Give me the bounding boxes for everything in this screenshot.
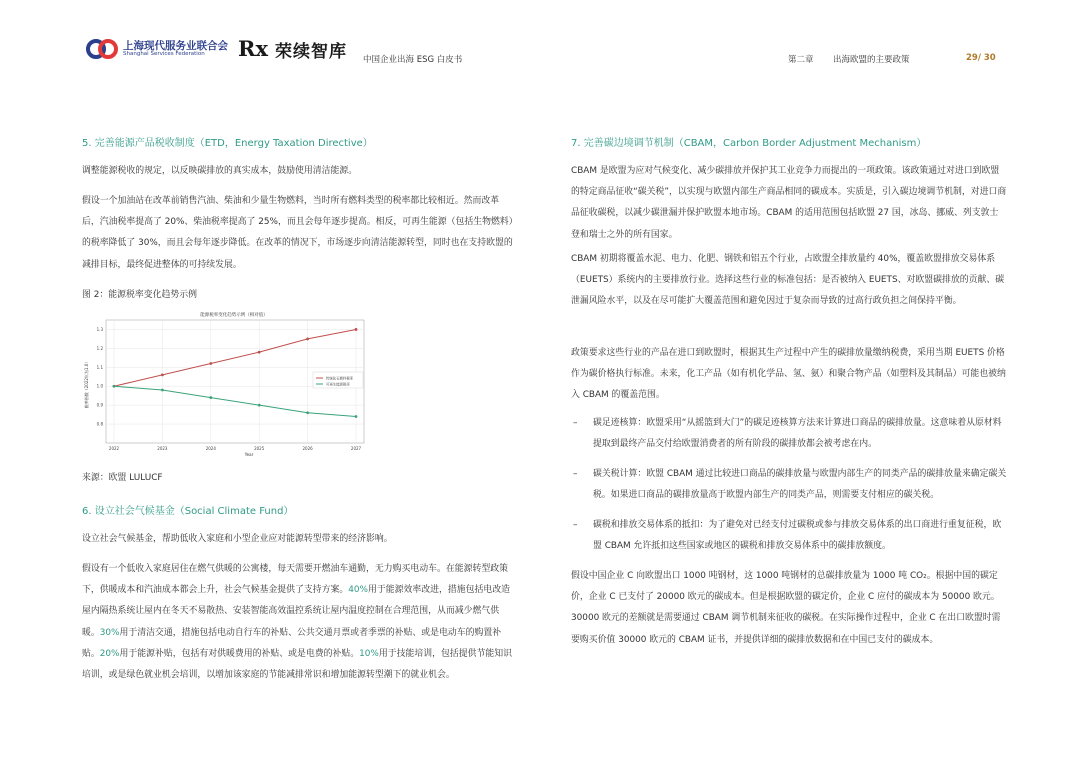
section-5-example: 假设一个加油站在改革前销售汽油、柴油和少量生物燃料，当时所有燃料类型的税率都比较相近。然而改革后，汽油税率提高了 20%、柴油税率提高了 25%，而且会每年逐步提高。相反，可再生能源（包括生物燃料）的税率降低了 30%，而且会每年逐步降低。在改革的情况下，市场逐步向清洁能源转型，同时也在支持欧盟的减排目标，最终促进整体的可持续发展。 [82, 196, 514, 270]
section-6-intro: 设立社会气候基金，帮助低收入家庭和小型企业应对能源转型带来的经济影响。 [82, 534, 393, 544]
bullet-text: 碳税和排放交易体系的抵扣：为了避免对已经支付过碳税或参与排放交易体系的出口商进行重复征税，欧盟 CBAM 允许抵扣这些国家或地区的碳税和排放交易体系中的碳排放额度。 [593, 520, 1002, 552]
chart-data-point [355, 415, 358, 418]
chart-x-tick-label: 2022 [108, 446, 120, 451]
chart-x-tick-label: 2027 [350, 446, 362, 451]
brand-name: 荣续智库 [275, 42, 347, 62]
federation-logo [86, 36, 226, 62]
section-7-heading: 7. 完善碳边境调节机制（CBAM，Carbon Border Adjustment Mechanism） [571, 138, 927, 149]
federation-name-en: Shanghai Services Federation [123, 51, 205, 57]
bullet-carbon-tariff [573, 464, 1009, 506]
chart-y-tick-label: 1.1 [96, 364, 103, 370]
bullet-text: 碳足迹核算：欧盟采用“从摇篮到大门”的碳足迹核算方法来计算进口商品的碳排放量。这意味着从原材料提取到最终产品交付给欧盟消费者的所有阶段的碳排放都会被考虑在内。 [593, 418, 1002, 450]
bullet-deduction [573, 515, 1009, 557]
example-text-e: 用于技能培训，包括提供节能知识培训，或是绿色就业机会培训，以增加该家庭的节能减排常识和增加能源转型潮下的就业机会。 [82, 648, 512, 681]
bullet-text: 碳关税计算：欧盟 CBAM 通过比较进口商品的碳排放量与欧盟内部生产的同类产品的碳排放量来确定碳关税。如果进口商品的碳排放量高于欧盟内部生产的同类产品，则需要支付相应的碳关税。 [593, 469, 1007, 501]
bullet-dash: – [573, 469, 578, 479]
federation-logo-icon [86, 36, 118, 62]
cbam-requirements: 政策要求这些行业的产品在进口到欧盟时，根据其生产过程中产生的碳排放量缴纳税费，采用当期 EUETS 价格作为碳价格执行标准。未来，化工产品（如有机化学品、氢、氨）和聚合物产品（如塑料及其制品）可能也被纳入 CBAM 的覆盖范围。 [571, 348, 1006, 401]
bullet-dash: – [573, 520, 578, 530]
chart-x-tick-label: 2024 [205, 446, 216, 451]
chart-data-point [209, 362, 212, 365]
chart-data-point [306, 338, 309, 341]
chart-x-tick-label: 2026 [302, 446, 313, 451]
chart-y-tick-label: 1.0 [96, 383, 103, 389]
figure-source: 来源：欧盟 LULUCF [82, 473, 163, 483]
section-5-intro: 调整能源税收的规定，以反映碳排放的真实成本，鼓励使用清洁能源。 [82, 166, 358, 176]
document-title: 中国企业出海 ESG 白皮书 [363, 55, 463, 65]
chart-data-point [161, 389, 164, 392]
chart-data-point [258, 404, 261, 407]
chart-data-point [258, 351, 261, 354]
chart-x-tick-label: 2025 [254, 446, 265, 451]
chart-y-label: 税率指数（2022年为1.0） [84, 359, 89, 409]
rongxu-logo [238, 36, 350, 62]
percent-energy-subsidy: 20% [99, 648, 120, 659]
example-text-c: 用于清洁交通，措施包括电动自行车的补贴、公共交通月票或者季票的补贴、或是电动车的购置补贴。 [82, 627, 502, 659]
chart-data-point [306, 411, 309, 414]
percent-skills-training: 10% [359, 648, 379, 659]
chart-y-tick-label: 1.2 [96, 345, 103, 351]
bullet-carbon-footprint [573, 413, 1009, 455]
example-text-a: 假设有一个低收入家庭居住在燃气供暖的公寓楼，每天需要开燃油车通勤，无力购买电动车。在能源转型政策下，供暖成本和汽油成本都会上升，社会气候基金提供了支持方案。 [82, 564, 508, 596]
cbam-scope: CBAM 初期将覆盖水泥、电力、化肥、钢铁和铝五个行业，占欧盟全排放量约 40%，覆盖欧盟排放交易体系（EUETS）系统内的主要排放行业。选择这些行业的标准包括：是否被纳入 EUETS、对欧盟碳排放的贡献、碳泄漏风险水平，以及在尽可能扩大覆盖范围和避免因过于复杂而导致的过高行政负担之间保持平衡。 [571, 254, 1005, 307]
rx-mark: Rx [238, 36, 268, 61]
chart-data-point [209, 396, 212, 399]
chart-x-label: Year [244, 452, 254, 457]
section-6-example [82, 559, 514, 686]
chart-y-tick-label: 1.3 [96, 326, 103, 332]
percent-clean-transport: 30% [99, 627, 120, 638]
chapter-label: 第二章 [788, 55, 814, 65]
chart-x-tick-label: 2023 [157, 446, 168, 451]
cbam-example: 假设中国企业 C 向欧盟出口 1000 吨钢材，这 1000 吨钢材的总碳排放量为 1000 吨 CO₂。根据中国的碳定价，企业 C 已支付了 20000 欧元的碳成本。但是根据欧盟的碳定价，企业 C 应付的碳成本为 50000 欧元。30000 欧元的差额就是需要通过 CBAM 调节机制来征收的碳税。在实际操作过程中，企业 C 在出口欧盟时需要购买价值 30000 欧元的 CBAM 证书，并提供详细的碳排放数据和在中国已支付的碳成本。 [571, 571, 1001, 645]
chart-title: 能源税率变化趋势示例（相对值） [200, 313, 268, 318]
page-number: 29/ 30 [966, 53, 996, 63]
chart-y-tick-label: 0.8 [96, 421, 103, 427]
chart-legend-label: 传统化石燃料税率 [326, 376, 354, 381]
example-text-d: 用于能源补贴，包括有对供暖费用的补贴、或是电费的补贴。 [119, 648, 360, 659]
chapter-title: 出海欧盟的主要政策 [833, 55, 910, 65]
bullet-dash: – [573, 418, 578, 428]
federation-name: 上海现代服务业联合会 [123, 40, 228, 52]
chart-y-tick-label: 0.9 [96, 402, 103, 408]
percent-energy-efficiency: 40% [348, 585, 368, 596]
chart-data-point [161, 373, 164, 376]
chart-canvas [84, 306, 386, 460]
chart-legend-label: 可再生能源税率 [326, 382, 350, 387]
chart-data-point [113, 385, 116, 388]
energy-tax-chart [84, 306, 386, 460]
chart-series-line [114, 386, 356, 416]
example-text-b: 用于能源效率改进，措施包括电改造屋内隔热系统让屋内在冬天不易散热、安装智能高效温控系统让屋内温度控制在合理范围，从而减少燃气供暖。 [82, 585, 510, 638]
section-6-heading: 6. 设立社会气候基金（Social Climate Fund） [82, 506, 294, 517]
chart-data-point [355, 328, 358, 331]
figure-caption: 图 2：能源税率变化趋势示例 [82, 290, 197, 300]
section-5-heading: 5. 完善能源产品税收制度（ETD，Energy Taxation Directive） [82, 138, 373, 149]
cbam-overview: CBAM 是欧盟为应对气候变化、减少碳排放并保护其工业竞争力而提出的一项政策。该政策通过对进口到欧盟的特定商品征收“碳关税”，以实现与欧盟内部生产商品相同的碳成本。实质是，引入碳边境调节机制，对进口商品征收碳税，以减少碳泄漏并保护欧盟本地市场。CBAM 的适用范围包括欧盟 27 国，冰岛、挪威、列支敦士登和瑞士之外的所有国家。 [571, 166, 1007, 240]
